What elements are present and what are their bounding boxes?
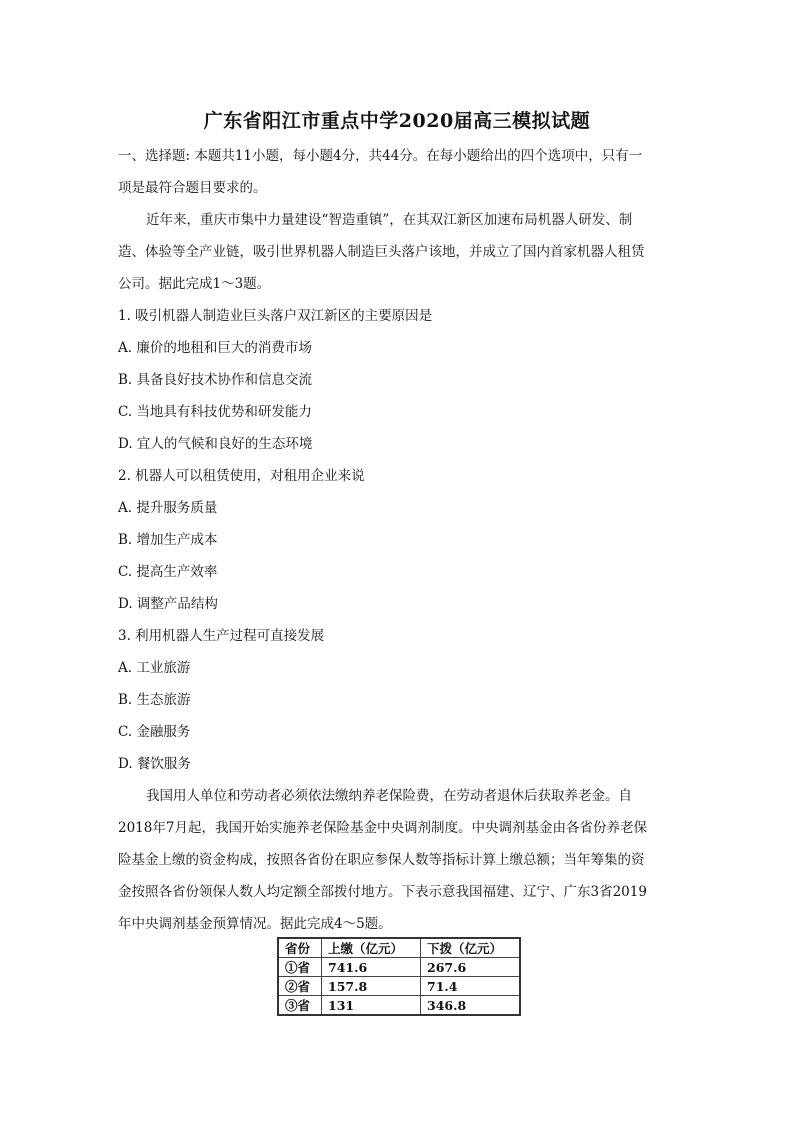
question-3-stem: 3. 利用机器人生产过程可直接发展 [118, 628, 325, 644]
question-1-option-b: B. 具备良好技术协作和信息交流 [118, 372, 313, 388]
question-2-stem: 2. 机器人可以租赁使用，对租用企业来说 [118, 468, 365, 484]
table-row [278, 958, 520, 977]
question-2-option-a: A. 提升服务质量 [118, 500, 218, 516]
question-2-option-c: C. 提高生产效率 [118, 564, 218, 580]
passage2-line-2: 2018年7月起，我国开始实施养老保险基金中央调剂制度。中央调剂基金由各省份养老保 [118, 820, 647, 836]
table-cell-paid-up: 157.8 [322, 977, 421, 996]
question-1-option-a: A. 廉价的地租和巨大的消费市场 [118, 340, 312, 356]
table-cell-province: ②省 [278, 977, 322, 996]
table-row [278, 977, 520, 996]
passage1-line-2: 造、体验等全产业链，吸引世界机器人制造巨头落户该地，并成立了国内首家机器人租赁 [118, 244, 645, 260]
question-3-option-a: A. 工业旅游 [118, 660, 191, 676]
table-cell-allocated: 71.4 [421, 977, 521, 996]
question-2-option-b: B. 增加生产成本 [118, 532, 218, 548]
table-header-allocated: 下拨（亿元） [421, 938, 521, 958]
question-1-option-c: C. 当地具有科技优势和研发能力 [118, 404, 312, 420]
budget-table [277, 937, 521, 1016]
question-3-option-b: B. 生态旅游 [118, 692, 191, 708]
table-cell-province: ③省 [278, 996, 322, 1016]
passage1-line-3: 公司。据此完成1～3题。 [118, 276, 271, 292]
section-intro-line-1: 一、选择题: 本题共11小题，每小题4分，共44分。在每小题给出的四个选项中，只有一 [118, 148, 643, 164]
page-title: 广东省阳江市重点中学2020届高三模拟试题 [203, 110, 591, 132]
table-header-paid-up: 上缴（亿元） [322, 938, 421, 958]
question-2-option-d: D. 调整产品结构 [118, 596, 218, 612]
passage2-line-3: 险基金上缴的资金构成，按照各省份在职应参保人数等指标计算上缴总额；当年筹集的资 [118, 852, 645, 868]
section-intro-line-2: 项是最符合题目要求的。 [118, 180, 267, 196]
table-header-province: 省份 [278, 938, 322, 958]
passage2-line-1: 我国用人单位和劳动者必须依法缴纳养老保险费，在劳动者退休后获取养老金。自 [146, 788, 632, 804]
passage1-line-1: 近年来，重庆市集中力量建设“智造重镇”，在其双江新区加速布局机器人研发、制 [146, 212, 633, 228]
table-header-row [278, 938, 520, 958]
question-1-option-d: D. 宜人的气候和良好的生态环境 [118, 436, 313, 452]
table-cell-allocated: 267.6 [421, 958, 521, 977]
table-cell-paid-up: 131 [322, 996, 421, 1016]
table-cell-allocated: 346.8 [421, 996, 521, 1016]
question-3-option-d: D. 餐饮服务 [118, 756, 191, 772]
table-cell-province: ①省 [278, 958, 322, 977]
passage2-line-5: 年中央调剂基金预算情况。据此完成4～5题。 [118, 916, 392, 932]
table-row [278, 996, 520, 1016]
table-cell-paid-up: 741.6 [322, 958, 421, 977]
passage2-line-4: 金按照各省份领保人数人均定额全部拨付地方。下表示意我国福建、辽宁、广东3省2019 [118, 884, 647, 900]
question-1-stem: 1. 吸引机器人制造业巨头落户双江新区的主要原因是 [118, 308, 433, 324]
question-3-option-c: C. 金融服务 [118, 724, 191, 740]
